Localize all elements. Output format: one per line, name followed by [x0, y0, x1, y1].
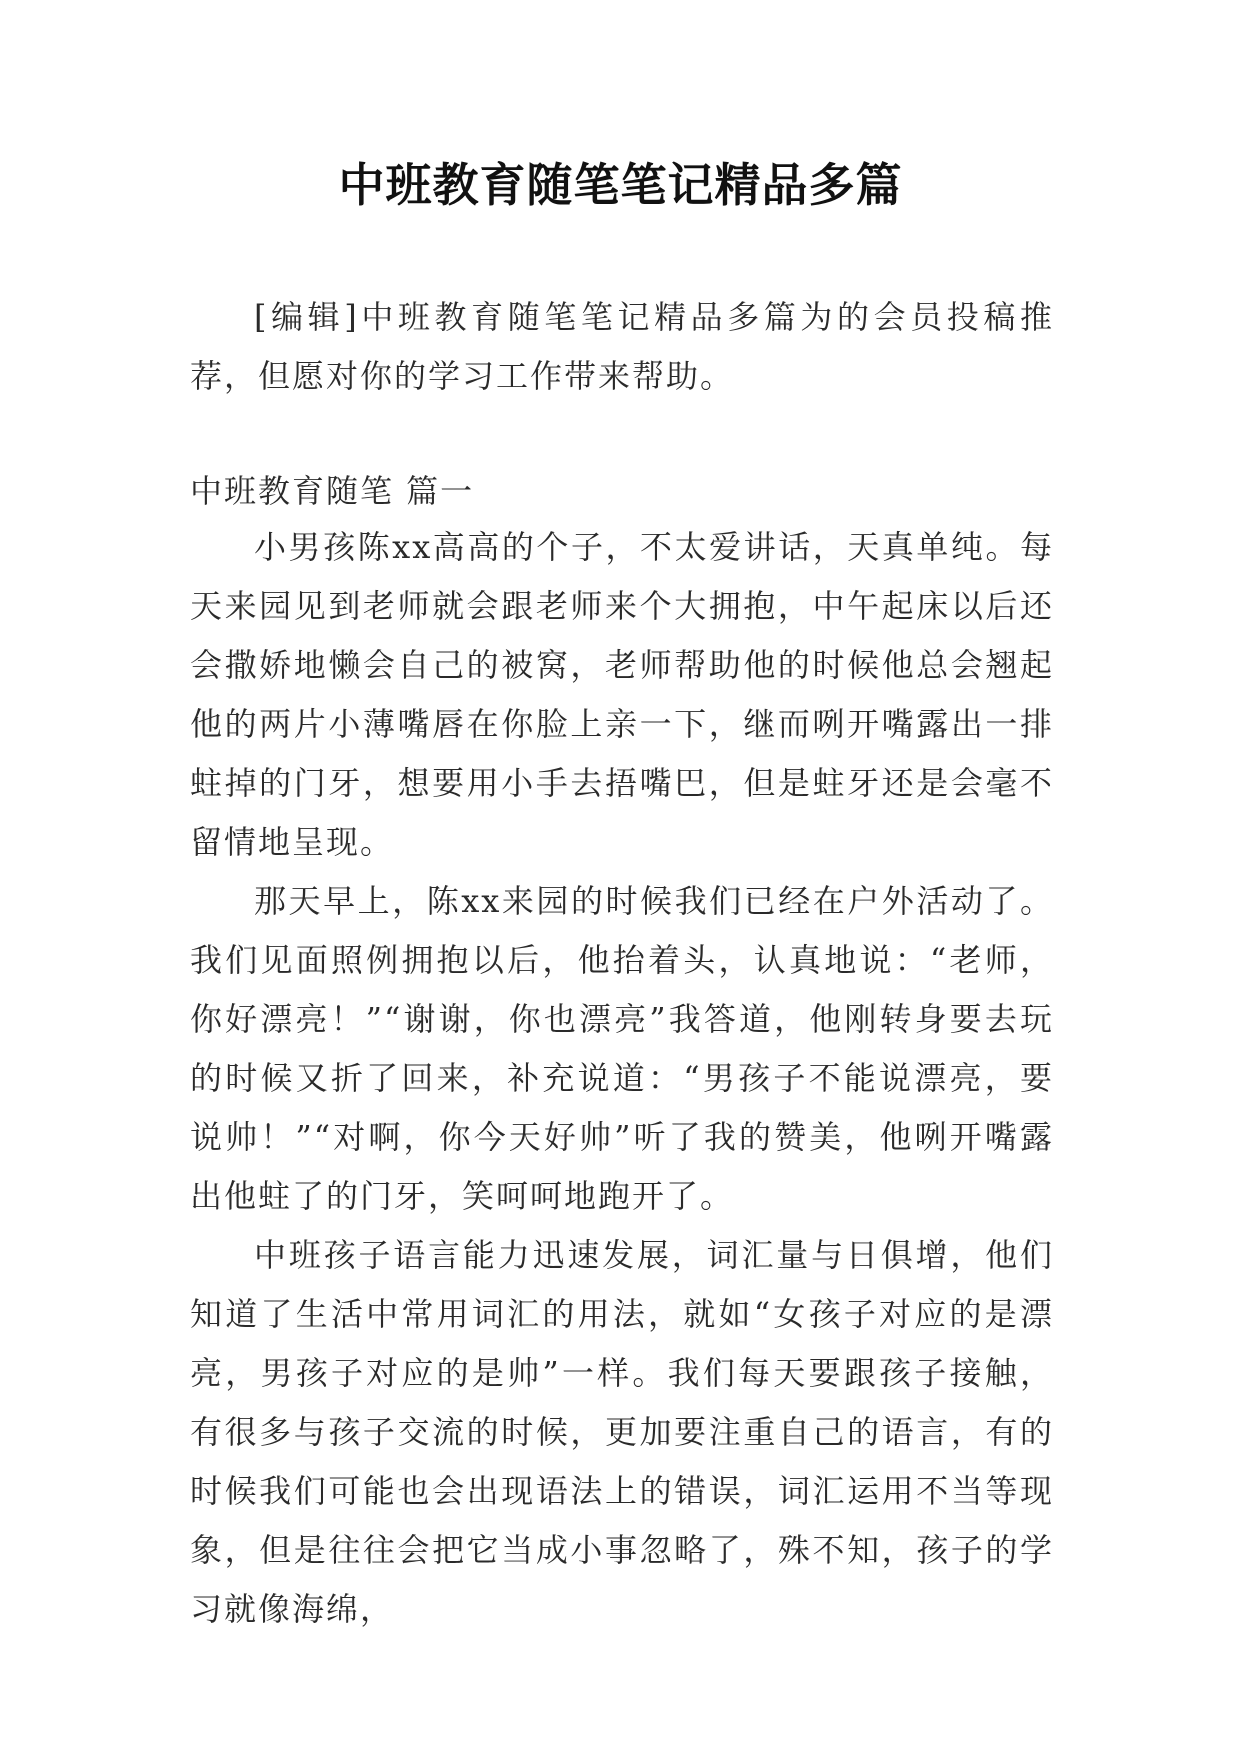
paragraph-3: 中班孩子语言能力迅速发展，词汇量与日俱增，他们知道了生活中常用词汇的用法，就如“女孩子对应的是漂亮，男孩子对应的是帅”一样。我们每天要跟孩子接触，有很多与孩子交流的时候，更加要注重自己的语言，有的时候我们可能也会出现语法上的错误，词汇运用不当等现象，但是往往会把它当成小事忽略了，殊不知，孩子的学习就像海绵， [190, 1236, 1054, 1628]
intro-paragraph [190, 288, 1054, 406]
paragraph-2: 那天早上，陈xx来园的时候我们已经在户外活动了。我们见面照例拥抱以后，他抬着头，认真地说：“老师，你好漂亮！”“谢谢，你也漂亮”我答道，他刚转身要去玩的时候又折了回来，补充说道：“男孩子不能说漂亮，要说帅！”“对啊，你今天好帅”听了我的赞美，他咧开嘴露出他蛀了的门牙，笑呵呵地跑开了。 [190, 882, 1054, 1215]
section-heading: 中班教育随笔 篇一 [190, 472, 475, 510]
intro-text: [编辑]中班教育随笔笔记精品多篇为的会员投稿推荐，但愿对你的学习工作带来帮助。 [190, 298, 1054, 395]
article-body [190, 518, 1054, 1639]
document-title: 中班教育随笔笔记精品多篇 [338, 158, 903, 212]
paragraph-1: 小男孩陈xx高高的个子，不太爱讲话，天真单纯。每天来园见到老师就会跟老师来个大拥抱，中午起床以后还会撒娇地懒会自己的被窝，老师帮助他的时候他总会翘起他的两片小薄嘴唇在你脸上亲一下，继而咧开嘴露出一排蛀掉的门牙，想要用小手去捂嘴巴，但是蛀牙还是会毫不留情地呈现。 [190, 528, 1054, 861]
